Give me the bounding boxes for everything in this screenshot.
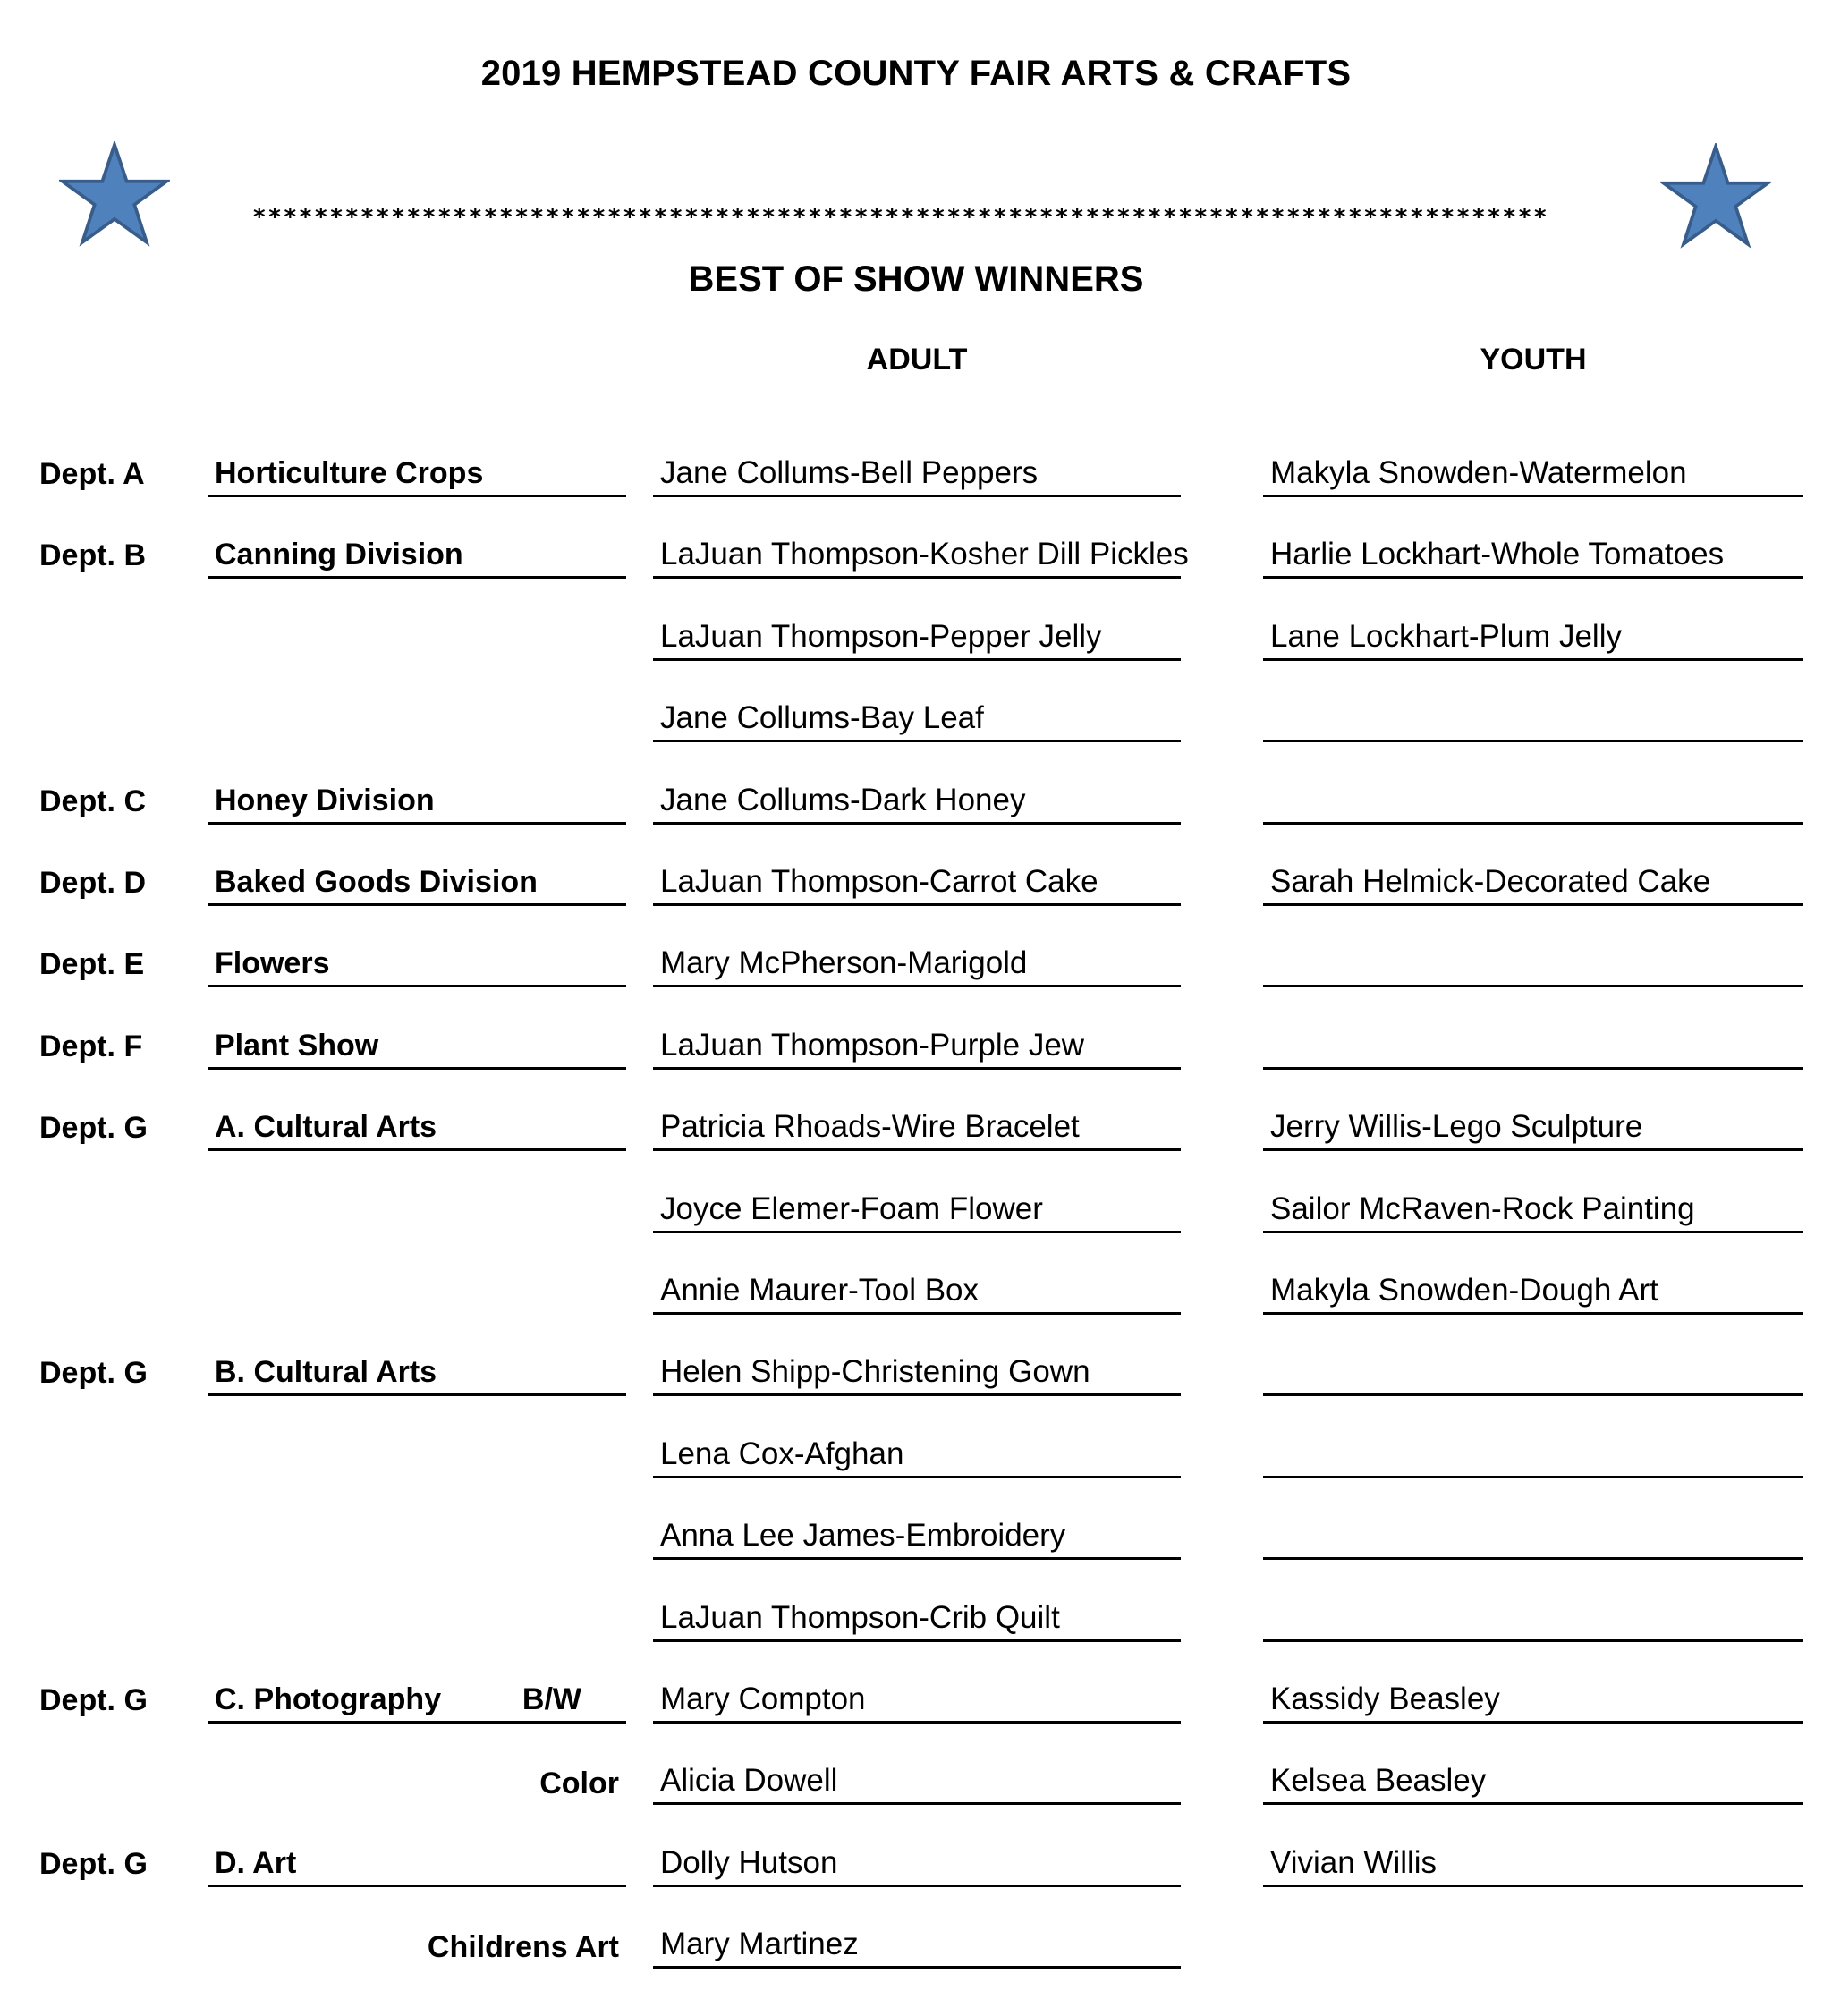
youth-winner-cell	[1263, 1750, 1803, 1805]
adult-winner-text: LaJuan Thompson-Purple Jew	[660, 1027, 1085, 1063]
table-row	[0, 687, 1832, 742]
subcategory-label: B/W	[522, 1682, 581, 1716]
dept-label: Dept. B	[39, 538, 146, 573]
youth-winner-cell	[1263, 933, 1803, 987]
youth-winner-cell	[1263, 1179, 1803, 1233]
adult-winner-cell	[653, 688, 1181, 742]
youth-winner-cell	[1263, 688, 1803, 742]
category-cell	[208, 1097, 626, 1151]
dept-label: Dept. D	[39, 866, 146, 900]
dept-label: Dept. E	[39, 947, 145, 982]
youth-winner-text: Makyla Snowden-Watermelon	[1270, 455, 1687, 490]
table-row	[0, 442, 1832, 497]
youth-winner-cell	[1263, 1015, 1803, 1070]
page-title: 2019 HEMPSTEAD COUNTY FAIR ARTS & CRAFTS	[480, 54, 1352, 93]
category-label: Horticulture Crops	[215, 456, 484, 490]
table-row	[0, 769, 1832, 825]
youth-winner-text: Sailor McRaven-Rock Painting	[1270, 1190, 1695, 1226]
category-label: Baked Goods Division	[215, 865, 538, 899]
table-row	[0, 1423, 1832, 1478]
adult-winner-text: Joyce Elemer-Foam Flower	[660, 1190, 1043, 1226]
adult-winner-cell	[653, 1669, 1181, 1724]
adult-winner-cell	[653, 1750, 1181, 1805]
youth-winner-text: Lane Lockhart-Plum Jelly	[1270, 618, 1622, 654]
category-label: Flowers	[215, 946, 330, 981]
adult-winner-cell	[653, 933, 1181, 987]
adult-column-header: ADULT	[866, 343, 968, 377]
category-cell	[208, 1917, 626, 1969]
dept-label: Dept. A	[39, 457, 145, 491]
dept-label: Dept. G	[39, 1683, 148, 1717]
adult-winner-text: LaJuan Thompson-Kosher Dill Pickles	[660, 537, 1189, 572]
adult-winner-cell	[653, 443, 1181, 497]
adult-winner-cell	[653, 1015, 1181, 1070]
category-cell	[208, 770, 626, 825]
category-cell	[208, 1669, 626, 1724]
table-row	[0, 1014, 1832, 1070]
star-icon-left	[59, 141, 170, 247]
asterisk-divider: ************************************************************************************	[252, 204, 1549, 231]
youth-winner-text: Vivian Willis	[1270, 1844, 1438, 1880]
youth-winner-cell	[1263, 1833, 1803, 1887]
dept-label: Dept. F	[39, 1029, 143, 1063]
adult-winner-text: Jane Collums-Bay Leaf	[660, 700, 984, 736]
table-row	[0, 1832, 1832, 1887]
youth-winner-cell	[1263, 1097, 1803, 1151]
category-label: Plant Show	[215, 1028, 379, 1063]
adult-winner-cell	[653, 851, 1181, 906]
table-row	[0, 932, 1832, 987]
youth-winner-text: Jerry Willis-Lego Sculpture	[1270, 1109, 1643, 1145]
dept-label: Dept. G	[39, 1111, 148, 1146]
youth-winner-cell	[1263, 1669, 1803, 1724]
adult-winner-text: LaJuan Thompson-Carrot Cake	[660, 864, 1098, 899]
youth-winner-cell	[1263, 770, 1803, 825]
youth-column-header: YOUTH	[1480, 343, 1587, 377]
youth-winner-cell	[1263, 606, 1803, 661]
youth-winner-text: Sarah Helmick-Decorated Cake	[1270, 864, 1711, 899]
adult-winner-text: Jane Collums-Bell Peppers	[660, 455, 1039, 490]
table-row	[0, 1749, 1832, 1805]
youth-winner-cell	[1263, 1260, 1803, 1315]
youth-winner-text: Kelsea Beasley	[1270, 1763, 1487, 1799]
category-label: Canning Division	[215, 538, 463, 572]
category-label: Honey Division	[215, 783, 435, 817]
star-icon-right	[1660, 143, 1771, 249]
youth-winner-cell	[1263, 1588, 1803, 1642]
category-label: A. Cultural Arts	[215, 1110, 437, 1145]
category-cell	[208, 1342, 626, 1396]
section-title: BEST OF SHOW WINNERS	[688, 259, 1144, 299]
table-row	[0, 1913, 1832, 1969]
adult-winner-text: Helen Shipp-Christening Gown	[660, 1354, 1090, 1390]
adult-winner-cell	[653, 524, 1189, 579]
youth-winner-text: Kassidy Beasley	[1270, 1681, 1500, 1716]
adult-winner-cell	[653, 1833, 1181, 1887]
table-row	[0, 1178, 1832, 1233]
subcategory-label: Childrens Art	[427, 1930, 619, 1965]
adult-winner-cell	[653, 1179, 1181, 1233]
adult-winner-text: Mary Compton	[660, 1681, 866, 1716]
youth-winner-cell	[1263, 1505, 1803, 1560]
category-cell	[208, 933, 626, 987]
table-row	[0, 1259, 1832, 1315]
adult-winner-cell	[653, 1260, 1181, 1315]
category-label: C. Photography	[215, 1682, 442, 1716]
table-row	[0, 1096, 1832, 1151]
adult-winner-text: Anna Lee James-Embroidery	[660, 1518, 1066, 1554]
table-row	[0, 851, 1832, 906]
adult-winner-text: LaJuan Thompson-Pepper Jelly	[660, 618, 1102, 654]
table-row	[0, 606, 1832, 661]
category-cell	[208, 1833, 626, 1887]
category-label: D. Art	[215, 1845, 297, 1880]
adult-winner-text: Jane Collums-Dark Honey	[660, 782, 1026, 817]
category-cell	[208, 524, 626, 579]
category-cell	[208, 851, 626, 906]
adult-winner-cell	[653, 606, 1181, 661]
category-label: B. Cultural Arts	[215, 1355, 437, 1390]
youth-winner-text: Harlie Lockhart-Whole Tomatoes	[1270, 537, 1725, 572]
youth-winner-cell	[1263, 524, 1803, 579]
table-row	[0, 523, 1832, 579]
dept-label: Dept. G	[39, 1356, 148, 1391]
dept-label: Dept. C	[39, 784, 146, 818]
adult-winner-cell	[653, 1097, 1181, 1151]
category-cell	[208, 443, 626, 497]
table-row	[0, 1504, 1832, 1560]
adult-winner-cell	[653, 770, 1181, 825]
adult-winner-cell	[653, 1588, 1181, 1642]
category-cell	[208, 1015, 626, 1070]
subcategory-label: Color	[539, 1766, 619, 1801]
dept-label: Dept. G	[39, 1846, 148, 1881]
adult-winner-text: Mary Martinez	[660, 1927, 859, 1962]
adult-winner-cell	[653, 1914, 1181, 1969]
adult-winner-cell	[653, 1505, 1181, 1560]
category-cell	[208, 1753, 626, 1805]
adult-winner-text: Alicia Dowell	[660, 1763, 838, 1799]
youth-winner-cell	[1263, 443, 1803, 497]
adult-winner-text: Mary McPherson-Marigold	[660, 945, 1028, 981]
adult-winner-text: Dolly Hutson	[660, 1844, 838, 1880]
table-row	[0, 1587, 1832, 1642]
youth-winner-cell	[1263, 851, 1803, 906]
adult-winner-cell	[653, 1424, 1181, 1478]
table-row	[0, 1668, 1832, 1724]
adult-winner-text: Annie Maurer-Tool Box	[660, 1273, 979, 1308]
youth-winner-text: Makyla Snowden-Dough Art	[1270, 1273, 1658, 1308]
youth-winner-cell	[1263, 1342, 1803, 1396]
table-row	[0, 1341, 1832, 1396]
youth-winner-cell	[1263, 1424, 1803, 1478]
adult-winner-cell	[653, 1342, 1181, 1396]
adult-winner-text: LaJuan Thompson-Crib Quilt	[660, 1599, 1060, 1635]
adult-winner-text: Patricia Rhoads-Wire Bracelet	[660, 1109, 1080, 1145]
adult-winner-text: Lena Cox-Afghan	[660, 1436, 904, 1471]
